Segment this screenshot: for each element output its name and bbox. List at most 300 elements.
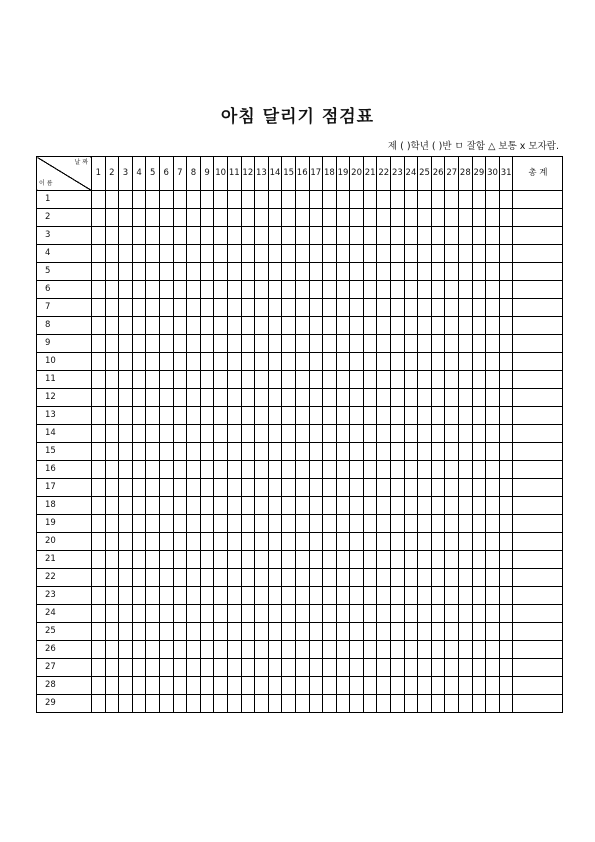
check-cell[interactable] [241, 299, 255, 317]
check-cell[interactable] [214, 371, 228, 389]
check-cell[interactable] [282, 605, 296, 623]
check-cell[interactable] [119, 191, 133, 209]
check-cell[interactable] [472, 407, 486, 425]
check-cell[interactable] [295, 587, 309, 605]
check-cell[interactable] [268, 389, 282, 407]
check-cell[interactable] [377, 569, 391, 587]
check-cell[interactable] [445, 533, 459, 551]
check-cell[interactable] [431, 281, 445, 299]
check-cell[interactable] [309, 209, 323, 227]
check-cell[interactable] [268, 353, 282, 371]
check-cell[interactable] [486, 461, 500, 479]
check-cell[interactable] [350, 461, 364, 479]
check-cell[interactable] [377, 677, 391, 695]
total-cell[interactable] [513, 515, 563, 533]
check-cell[interactable] [227, 227, 241, 245]
check-cell[interactable] [159, 425, 173, 443]
check-cell[interactable] [227, 497, 241, 515]
check-cell[interactable] [336, 227, 350, 245]
check-cell[interactable] [146, 623, 160, 641]
check-cell[interactable] [132, 641, 146, 659]
check-cell[interactable] [214, 335, 228, 353]
check-cell[interactable] [445, 497, 459, 515]
check-cell[interactable] [350, 677, 364, 695]
check-cell[interactable] [282, 263, 296, 281]
total-cell[interactable] [513, 209, 563, 227]
check-cell[interactable] [173, 263, 187, 281]
check-cell[interactable] [268, 605, 282, 623]
check-cell[interactable] [119, 425, 133, 443]
check-cell[interactable] [119, 605, 133, 623]
check-cell[interactable] [323, 353, 337, 371]
check-cell[interactable] [214, 281, 228, 299]
check-cell[interactable] [336, 425, 350, 443]
check-cell[interactable] [309, 623, 323, 641]
check-cell[interactable] [459, 407, 473, 425]
check-cell[interactable] [159, 623, 173, 641]
check-cell[interactable] [363, 677, 377, 695]
check-cell[interactable] [391, 299, 405, 317]
check-cell[interactable] [309, 497, 323, 515]
check-cell[interactable] [282, 407, 296, 425]
check-cell[interactable] [132, 317, 146, 335]
check-cell[interactable] [472, 443, 486, 461]
check-cell[interactable] [350, 515, 364, 533]
check-cell[interactable] [119, 587, 133, 605]
check-cell[interactable] [418, 533, 432, 551]
check-cell[interactable] [282, 425, 296, 443]
check-cell[interactable] [309, 461, 323, 479]
check-cell[interactable] [92, 515, 106, 533]
check-cell[interactable] [377, 551, 391, 569]
check-cell[interactable] [309, 587, 323, 605]
check-cell[interactable] [187, 371, 201, 389]
check-cell[interactable] [173, 659, 187, 677]
check-cell[interactable] [309, 353, 323, 371]
check-cell[interactable] [391, 245, 405, 263]
check-cell[interactable] [363, 569, 377, 587]
check-cell[interactable] [200, 533, 214, 551]
check-cell[interactable] [377, 515, 391, 533]
check-cell[interactable] [323, 191, 337, 209]
check-cell[interactable] [295, 533, 309, 551]
check-cell[interactable] [268, 569, 282, 587]
total-cell[interactable] [513, 281, 563, 299]
check-cell[interactable] [132, 407, 146, 425]
check-cell[interactable] [132, 461, 146, 479]
check-cell[interactable] [418, 659, 432, 677]
check-cell[interactable] [431, 659, 445, 677]
check-cell[interactable] [431, 209, 445, 227]
check-cell[interactable] [377, 209, 391, 227]
check-cell[interactable] [214, 191, 228, 209]
check-cell[interactable] [295, 605, 309, 623]
check-cell[interactable] [431, 641, 445, 659]
check-cell[interactable] [431, 353, 445, 371]
check-cell[interactable] [227, 299, 241, 317]
check-cell[interactable] [92, 353, 106, 371]
check-cell[interactable] [431, 389, 445, 407]
check-cell[interactable] [363, 281, 377, 299]
check-cell[interactable] [173, 623, 187, 641]
check-cell[interactable] [159, 443, 173, 461]
check-cell[interactable] [105, 281, 119, 299]
check-cell[interactable] [146, 551, 160, 569]
check-cell[interactable] [431, 317, 445, 335]
check-cell[interactable] [363, 425, 377, 443]
check-cell[interactable] [214, 461, 228, 479]
check-cell[interactable] [323, 659, 337, 677]
check-cell[interactable] [241, 569, 255, 587]
check-cell[interactable] [404, 605, 418, 623]
check-cell[interactable] [173, 245, 187, 263]
check-cell[interactable] [431, 695, 445, 713]
check-cell[interactable] [200, 695, 214, 713]
check-cell[interactable] [445, 569, 459, 587]
check-cell[interactable] [92, 695, 106, 713]
check-cell[interactable] [418, 335, 432, 353]
check-cell[interactable] [377, 245, 391, 263]
check-cell[interactable] [295, 281, 309, 299]
check-cell[interactable] [282, 461, 296, 479]
check-cell[interactable] [92, 209, 106, 227]
check-cell[interactable] [323, 335, 337, 353]
check-cell[interactable] [282, 587, 296, 605]
check-cell[interactable] [173, 389, 187, 407]
total-cell[interactable] [513, 353, 563, 371]
check-cell[interactable] [295, 425, 309, 443]
check-cell[interactable] [499, 695, 513, 713]
check-cell[interactable] [323, 695, 337, 713]
check-cell[interactable] [255, 497, 269, 515]
check-cell[interactable] [132, 245, 146, 263]
check-cell[interactable] [445, 425, 459, 443]
check-cell[interactable] [214, 389, 228, 407]
check-cell[interactable] [187, 605, 201, 623]
check-cell[interactable] [391, 317, 405, 335]
check-cell[interactable] [377, 227, 391, 245]
check-cell[interactable] [227, 569, 241, 587]
check-cell[interactable] [268, 335, 282, 353]
check-cell[interactable] [187, 533, 201, 551]
check-cell[interactable] [268, 551, 282, 569]
check-cell[interactable] [391, 443, 405, 461]
check-cell[interactable] [214, 605, 228, 623]
check-cell[interactable] [391, 641, 405, 659]
check-cell[interactable] [282, 299, 296, 317]
check-cell[interactable] [173, 191, 187, 209]
check-cell[interactable] [227, 335, 241, 353]
check-cell[interactable] [295, 515, 309, 533]
check-cell[interactable] [268, 317, 282, 335]
check-cell[interactable] [241, 263, 255, 281]
check-cell[interactable] [119, 371, 133, 389]
check-cell[interactable] [486, 677, 500, 695]
check-cell[interactable] [295, 245, 309, 263]
check-cell[interactable] [255, 335, 269, 353]
check-cell[interactable] [459, 263, 473, 281]
check-cell[interactable] [445, 641, 459, 659]
check-cell[interactable] [336, 587, 350, 605]
check-cell[interactable] [187, 551, 201, 569]
check-cell[interactable] [227, 281, 241, 299]
check-cell[interactable] [187, 569, 201, 587]
check-cell[interactable] [282, 335, 296, 353]
check-cell[interactable] [214, 245, 228, 263]
check-cell[interactable] [214, 497, 228, 515]
check-cell[interactable] [173, 371, 187, 389]
check-cell[interactable] [418, 209, 432, 227]
check-cell[interactable] [363, 371, 377, 389]
check-cell[interactable] [486, 605, 500, 623]
check-cell[interactable] [241, 245, 255, 263]
check-cell[interactable] [404, 461, 418, 479]
check-cell[interactable] [146, 695, 160, 713]
check-cell[interactable] [255, 281, 269, 299]
check-cell[interactable] [268, 209, 282, 227]
check-cell[interactable] [187, 407, 201, 425]
check-cell[interactable] [309, 371, 323, 389]
check-cell[interactable] [418, 695, 432, 713]
check-cell[interactable] [268, 299, 282, 317]
check-cell[interactable] [499, 533, 513, 551]
check-cell[interactable] [159, 587, 173, 605]
check-cell[interactable] [295, 209, 309, 227]
check-cell[interactable] [295, 461, 309, 479]
check-cell[interactable] [459, 299, 473, 317]
check-cell[interactable] [159, 677, 173, 695]
check-cell[interactable] [363, 533, 377, 551]
check-cell[interactable] [268, 263, 282, 281]
check-cell[interactable] [173, 407, 187, 425]
check-cell[interactable] [499, 641, 513, 659]
check-cell[interactable] [459, 695, 473, 713]
check-cell[interactable] [159, 389, 173, 407]
check-cell[interactable] [187, 299, 201, 317]
check-cell[interactable] [119, 551, 133, 569]
check-cell[interactable] [92, 281, 106, 299]
check-cell[interactable] [295, 695, 309, 713]
check-cell[interactable] [187, 677, 201, 695]
check-cell[interactable] [227, 209, 241, 227]
check-cell[interactable] [459, 227, 473, 245]
check-cell[interactable] [377, 191, 391, 209]
check-cell[interactable] [214, 227, 228, 245]
check-cell[interactable] [200, 515, 214, 533]
check-cell[interactable] [445, 461, 459, 479]
check-cell[interactable] [132, 623, 146, 641]
check-cell[interactable] [159, 371, 173, 389]
check-cell[interactable] [309, 263, 323, 281]
check-cell[interactable] [377, 263, 391, 281]
check-cell[interactable] [377, 659, 391, 677]
check-cell[interactable] [282, 533, 296, 551]
check-cell[interactable] [187, 209, 201, 227]
check-cell[interactable] [336, 605, 350, 623]
check-cell[interactable] [187, 515, 201, 533]
check-cell[interactable] [499, 371, 513, 389]
check-cell[interactable] [431, 497, 445, 515]
check-cell[interactable] [350, 299, 364, 317]
check-cell[interactable] [459, 623, 473, 641]
check-cell[interactable] [119, 209, 133, 227]
check-cell[interactable] [255, 605, 269, 623]
check-cell[interactable] [187, 461, 201, 479]
check-cell[interactable] [309, 569, 323, 587]
check-cell[interactable] [350, 245, 364, 263]
check-cell[interactable] [418, 569, 432, 587]
check-cell[interactable] [187, 335, 201, 353]
check-cell[interactable] [418, 371, 432, 389]
check-cell[interactable] [105, 407, 119, 425]
check-cell[interactable] [282, 443, 296, 461]
check-cell[interactable] [472, 353, 486, 371]
check-cell[interactable] [227, 695, 241, 713]
check-cell[interactable] [418, 425, 432, 443]
check-cell[interactable] [377, 371, 391, 389]
check-cell[interactable] [377, 605, 391, 623]
check-cell[interactable] [132, 551, 146, 569]
check-cell[interactable] [295, 659, 309, 677]
check-cell[interactable] [255, 551, 269, 569]
check-cell[interactable] [214, 623, 228, 641]
check-cell[interactable] [200, 227, 214, 245]
check-cell[interactable] [241, 695, 255, 713]
check-cell[interactable] [146, 389, 160, 407]
check-cell[interactable] [146, 299, 160, 317]
check-cell[interactable] [418, 443, 432, 461]
check-cell[interactable] [404, 191, 418, 209]
check-cell[interactable] [214, 317, 228, 335]
check-cell[interactable] [159, 263, 173, 281]
check-cell[interactable] [92, 569, 106, 587]
check-cell[interactable] [132, 533, 146, 551]
check-cell[interactable] [499, 335, 513, 353]
check-cell[interactable] [105, 353, 119, 371]
check-cell[interactable] [173, 299, 187, 317]
check-cell[interactable] [486, 227, 500, 245]
check-cell[interactable] [404, 569, 418, 587]
check-cell[interactable] [119, 641, 133, 659]
check-cell[interactable] [350, 209, 364, 227]
check-cell[interactable] [445, 227, 459, 245]
check-cell[interactable] [336, 497, 350, 515]
check-cell[interactable] [472, 515, 486, 533]
check-cell[interactable] [227, 371, 241, 389]
check-cell[interactable] [268, 407, 282, 425]
check-cell[interactable] [363, 407, 377, 425]
check-cell[interactable] [499, 677, 513, 695]
check-cell[interactable] [350, 389, 364, 407]
check-cell[interactable] [295, 299, 309, 317]
check-cell[interactable] [363, 335, 377, 353]
check-cell[interactable] [309, 281, 323, 299]
check-cell[interactable] [146, 191, 160, 209]
check-cell[interactable] [459, 677, 473, 695]
check-cell[interactable] [404, 245, 418, 263]
check-cell[interactable] [336, 407, 350, 425]
check-cell[interactable] [282, 695, 296, 713]
check-cell[interactable] [241, 533, 255, 551]
check-cell[interactable] [459, 317, 473, 335]
check-cell[interactable] [105, 317, 119, 335]
check-cell[interactable] [336, 281, 350, 299]
check-cell[interactable] [214, 551, 228, 569]
check-cell[interactable] [146, 461, 160, 479]
check-cell[interactable] [132, 587, 146, 605]
check-cell[interactable] [391, 353, 405, 371]
check-cell[interactable] [105, 587, 119, 605]
check-cell[interactable] [119, 569, 133, 587]
check-cell[interactable] [132, 353, 146, 371]
check-cell[interactable] [323, 263, 337, 281]
check-cell[interactable] [445, 299, 459, 317]
check-cell[interactable] [92, 425, 106, 443]
check-cell[interactable] [119, 515, 133, 533]
check-cell[interactable] [146, 533, 160, 551]
check-cell[interactable] [200, 641, 214, 659]
check-cell[interactable] [418, 515, 432, 533]
check-cell[interactable] [241, 641, 255, 659]
check-cell[interactable] [486, 659, 500, 677]
check-cell[interactable] [173, 335, 187, 353]
check-cell[interactable] [499, 551, 513, 569]
check-cell[interactable] [187, 227, 201, 245]
check-cell[interactable] [187, 317, 201, 335]
check-cell[interactable] [336, 353, 350, 371]
total-cell[interactable] [513, 389, 563, 407]
check-cell[interactable] [486, 299, 500, 317]
check-cell[interactable] [92, 371, 106, 389]
check-cell[interactable] [200, 209, 214, 227]
check-cell[interactable] [295, 677, 309, 695]
check-cell[interactable] [200, 623, 214, 641]
check-cell[interactable] [187, 281, 201, 299]
check-cell[interactable] [350, 641, 364, 659]
check-cell[interactable] [445, 443, 459, 461]
check-cell[interactable] [363, 245, 377, 263]
check-cell[interactable] [241, 407, 255, 425]
check-cell[interactable] [459, 281, 473, 299]
check-cell[interactable] [105, 299, 119, 317]
check-cell[interactable] [255, 443, 269, 461]
check-cell[interactable] [132, 335, 146, 353]
check-cell[interactable] [173, 461, 187, 479]
check-cell[interactable] [92, 641, 106, 659]
check-cell[interactable] [350, 263, 364, 281]
check-cell[interactable] [459, 209, 473, 227]
check-cell[interactable] [499, 191, 513, 209]
check-cell[interactable] [173, 425, 187, 443]
total-cell[interactable] [513, 443, 563, 461]
check-cell[interactable] [241, 389, 255, 407]
check-cell[interactable] [377, 335, 391, 353]
check-cell[interactable] [323, 461, 337, 479]
check-cell[interactable] [323, 569, 337, 587]
check-cell[interactable] [282, 245, 296, 263]
check-cell[interactable] [350, 479, 364, 497]
check-cell[interactable] [391, 515, 405, 533]
check-cell[interactable] [200, 353, 214, 371]
check-cell[interactable] [445, 479, 459, 497]
check-cell[interactable] [404, 281, 418, 299]
check-cell[interactable] [472, 623, 486, 641]
check-cell[interactable] [159, 299, 173, 317]
check-cell[interactable] [404, 317, 418, 335]
check-cell[interactable] [159, 245, 173, 263]
check-cell[interactable] [119, 497, 133, 515]
check-cell[interactable] [227, 605, 241, 623]
